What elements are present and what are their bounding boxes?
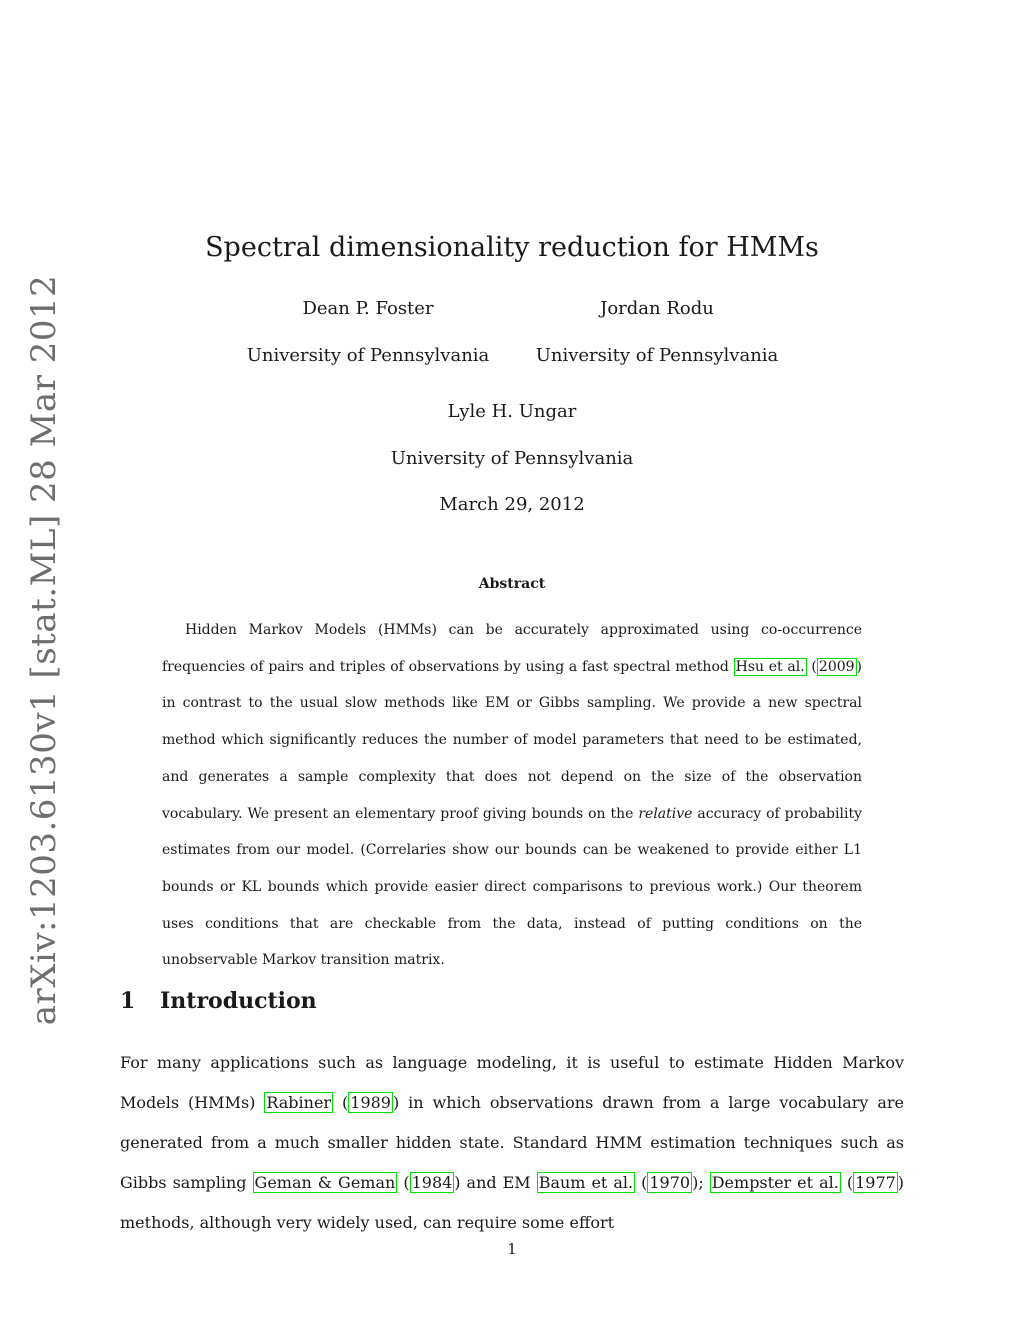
citation-year-link-geman[interactable]: 1984 <box>411 1173 453 1192</box>
author-block <box>527 298 787 319</box>
citation-link-baum[interactable]: Baum et al. <box>538 1173 634 1192</box>
section-heading <box>120 988 317 1014</box>
citation-year-link-rabiner[interactable]: 1989 <box>350 1093 391 1112</box>
paper-title: Spectral dimensionality reduction for HMMs <box>205 232 819 264</box>
paper-date: March 29, 2012 <box>439 494 585 515</box>
author-name: Jordan Rodu <box>600 298 714 319</box>
abstract-text-part: accuracy of probability estimates from our model. (Correlaries show our bounds can be weakened to provide either L1 bounds or KL bounds which provide easier direct comparisons to previous work.) Our theorem uses conditions that are checkable from the data, instead of putting conditions on the unobservable Markov transition matrix. <box>162 805 862 969</box>
author-affiliation: University of Pennsylvania <box>390 448 634 469</box>
author-affiliation: University of Pennsylvania <box>535 345 779 366</box>
body-text-part: and EM <box>460 1173 537 1192</box>
body-text-part: For many applications such as language modeling, it is useful to estimate Hidden Markov Models (HMMs) <box>120 1053 904 1112</box>
citation-year-link-dempster[interactable]: 1977 <box>855 1173 896 1192</box>
author-name: Dean P. Foster <box>302 298 434 319</box>
section-number: 1 <box>120 988 136 1014</box>
author-affiliation-block <box>238 345 498 366</box>
body-text-part: in which observations drawn from a large vocabulary are generated from a much smaller hidden state. Standard HMM estimation techniques such as Gibbs sampling <box>120 1093 905 1192</box>
citation-link-geman[interactable]: Geman & Geman <box>254 1173 396 1192</box>
intro-paragraph: For many applications such as language modeling, it is useful to estimate Hidden Markov Models (HMMs) Rabiner ( 1989 ) in which observations drawn from a large vocabulary are generated from a much smaller hidden state. Standard HMM estimation techniques such as Gibbs sampling Geman & Geman ( 1984 ) and EM Baum et al. ( 1970 ); Dempster et al. ( 1977 ) methods, although very widely used, can require some effort <box>120 1053 905 1232</box>
page-number: 1 <box>507 1240 517 1258</box>
citation-year-link-baum[interactable]: 1970 <box>649 1173 691 1192</box>
citation-link-rabiner[interactable]: Rabiner <box>266 1093 332 1112</box>
section-title: Introduction <box>160 988 317 1014</box>
author-affiliation-block <box>362 448 662 469</box>
body-text-part: methods, although very widely used, can require some effort <box>120 1213 615 1232</box>
citation-link-dempster[interactable]: Dempster et al. <box>711 1173 839 1192</box>
citation-year-link-hsu[interactable]: 2009 <box>818 658 855 675</box>
arxiv-identifier: arXiv:1203.6130v1 [stat.ML] 28 Mar 2012 <box>24 274 64 1026</box>
author-affiliation-block <box>527 345 787 366</box>
body-text-part: ; <box>698 1173 710 1192</box>
author-name: Lyle H. Ungar <box>447 401 577 422</box>
abstract-text-part: Hidden Markov Models (HMMs) can be accurately approximated using co-occurrence frequencies of pairs and triples of observations by using a fast spectral method <box>162 622 862 675</box>
abstract-text-part: in contrast to the usual slow methods like EM or Gibbs sampling. We provide a new spectral method which significantly reduces the number of model parameters that need to be estimated, and generates a sample complexity that does not depend on the size of the observation vocabulary. We present an elementary proof giving bounds on the <box>162 695 862 822</box>
abstract-text: Hidden Markov Models (HMMs) can be accurately approximated using co-occurrence frequencies of pairs and triples of observations by using a fast spectral method Hsu et al. ( 2009 ) in contrast to the usual slow methods like EM or Gibbs sampling. We provide a new spectral method which significantly reduces the number of model parameters that need to be estimated, and generates a sample complexity that does not depend on the size of the observation vocabulary. We present an elementary proof giving bounds on the relative accuracy of probability estimates from our model. (Correlaries show our bounds can be weakened to provide either L1 bounds or KL bounds which provide easier direct comparisons to previous work.) Our theorem uses conditions that are checkable from the data, instead of putting conditions on the unobservable Markov transition matrix. <box>162 622 863 969</box>
author-block <box>362 401 662 422</box>
author-block <box>238 298 498 319</box>
author-affiliation: University of Pennsylvania <box>246 345 490 366</box>
citation-link-hsu[interactable]: Hsu et al. <box>735 658 805 675</box>
abstract-italic-word: relative <box>638 805 693 822</box>
abstract-heading: Abstract <box>478 576 546 592</box>
